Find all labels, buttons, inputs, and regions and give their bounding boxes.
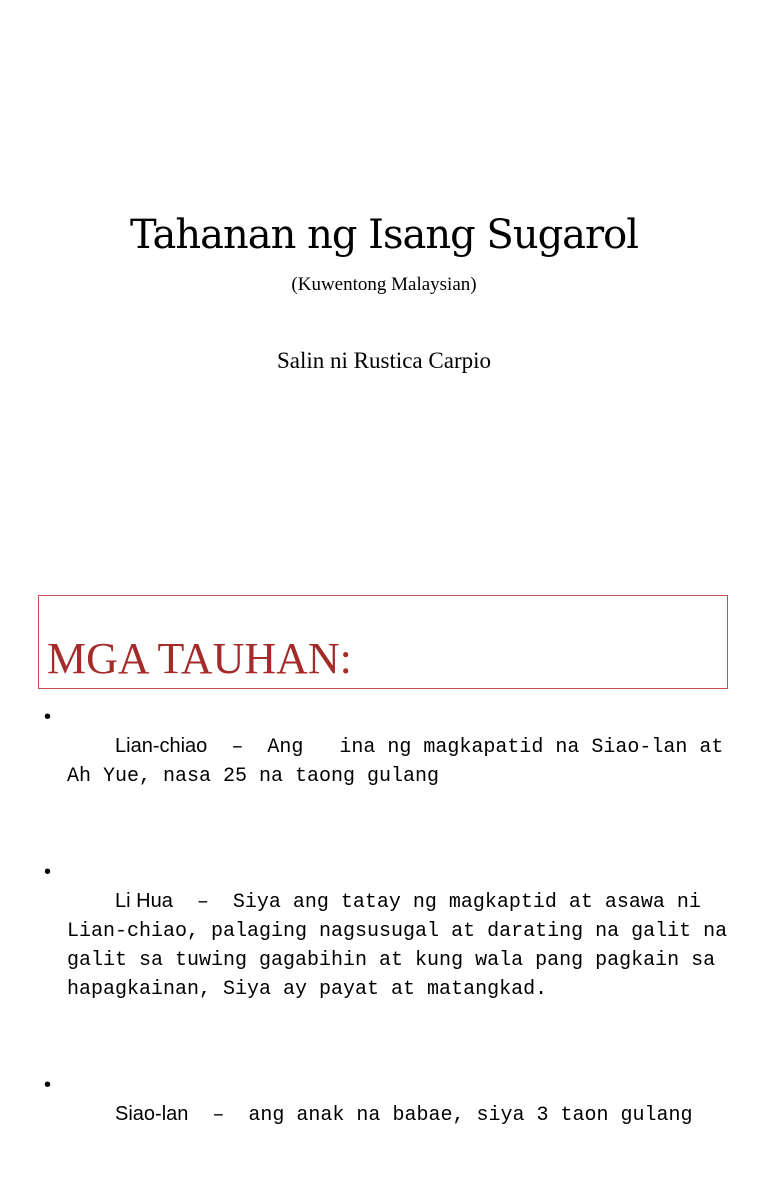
section-heading-box (38, 595, 728, 689)
slide-subtitle: (Kuwentong Malaysian) (291, 274, 477, 295)
character-name: Li Hua (115, 890, 173, 912)
bullet-icon: • (44, 706, 52, 728)
translator-credit: Salin ni Rustica Carpio (276, 348, 491, 373)
character-name: Lian-chiao (115, 735, 208, 757)
character-name: Siao-lan (115, 1103, 189, 1125)
list-item (44, 858, 734, 1033)
character-description: – Siya ang tatay ng magkaptid at asawa ni Lian-chiao, palaging nagsusugal at darating na galit na galit sa tuwing gagabihin at kung wala pang pagkain sa hapagkainan, Siya ay payat at matangkad. (67, 891, 728, 1001)
slide-title: Tahanan ng Isang Sugarol (129, 212, 639, 258)
character-description: – ang anak na babae, siya 3 taon gulang (188, 1104, 693, 1127)
bullet-icon: • (44, 861, 52, 883)
character-description: – Ang ina ng magkapatid na Siao-lan at Ah Yue, nasa 25 na taong gulang (67, 736, 724, 788)
character-list (44, 703, 734, 1197)
section-heading: MGA TAUHAN: (47, 634, 352, 683)
bullet-icon: • (44, 1074, 52, 1096)
list-item (44, 1071, 734, 1159)
list-item (44, 703, 734, 820)
